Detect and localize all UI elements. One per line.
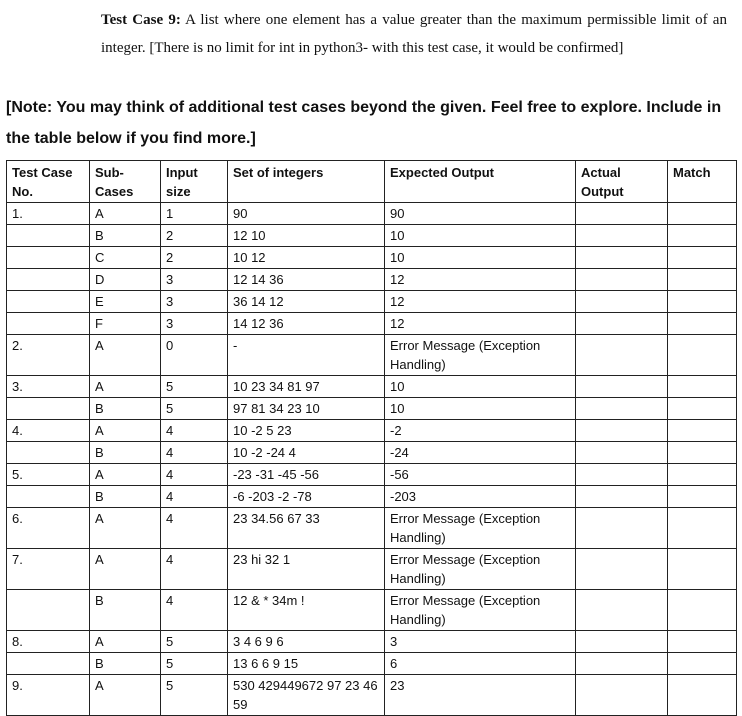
header-row [7, 161, 737, 203]
cell-expected-output: 12 [385, 291, 576, 313]
cell-input-size: 0 [161, 335, 228, 376]
cell-expected-output: 3 [385, 631, 576, 653]
cell-sub-case: C [90, 247, 161, 269]
cell-input-size: 4 [161, 590, 228, 631]
cell-input-size: 4 [161, 508, 228, 549]
cell-match [668, 398, 737, 420]
cell-sub-case: A [90, 549, 161, 590]
cell-match [668, 225, 737, 247]
cell-input-size: 4 [161, 464, 228, 486]
cell-expected-output: 10 [385, 376, 576, 398]
table-row [7, 420, 737, 442]
cell-actual-output [576, 247, 668, 269]
cell-expected-output: 6 [385, 653, 576, 675]
cell-set-of-integers: 97 81 34 23 10 [228, 398, 385, 420]
cell-set-of-integers: - [228, 335, 385, 376]
cell-actual-output [576, 486, 668, 508]
cell-input-size: 5 [161, 631, 228, 653]
cell-test-case-no: 5. [7, 464, 90, 486]
cell-actual-output [576, 442, 668, 464]
cell-input-size: 2 [161, 225, 228, 247]
cell-actual-output [576, 675, 668, 716]
cell-input-size: 4 [161, 549, 228, 590]
test-case-9-description [101, 6, 727, 62]
cell-test-case-no: 3. [7, 376, 90, 398]
cell-input-size: 4 [161, 442, 228, 464]
table-row [7, 269, 737, 291]
cell-sub-case: A [90, 508, 161, 549]
cell-match [668, 247, 737, 269]
cell-sub-case: B [90, 225, 161, 247]
cell-actual-output [576, 590, 668, 631]
cell-sub-case: B [90, 442, 161, 464]
cell-test-case-no: 4. [7, 420, 90, 442]
cell-actual-output [576, 269, 668, 291]
cell-actual-output [576, 398, 668, 420]
header-set-of-integers: Set of integers [228, 161, 385, 203]
cell-set-of-integers: -23 -31 -45 -56 [228, 464, 385, 486]
cell-match [668, 291, 737, 313]
cell-set-of-integers: 10 -2 5 23 [228, 420, 385, 442]
cell-input-size: 3 [161, 269, 228, 291]
header-expected-output: Expected Output [385, 161, 576, 203]
cell-set-of-integers: 10 -2 -24 4 [228, 442, 385, 464]
cell-test-case-no [7, 313, 90, 335]
table-row [7, 398, 737, 420]
table-row [7, 376, 737, 398]
table-row [7, 442, 737, 464]
cell-input-size: 5 [161, 398, 228, 420]
cell-input-size: 4 [161, 486, 228, 508]
cell-actual-output [576, 631, 668, 653]
table-row [7, 675, 737, 716]
cell-sub-case: A [90, 464, 161, 486]
table-row [7, 486, 737, 508]
cell-match [668, 549, 737, 590]
cell-match [668, 376, 737, 398]
cell-input-size: 4 [161, 420, 228, 442]
table-row [7, 247, 737, 269]
header-sub-cases: Sub-Cases [90, 161, 161, 203]
cell-sub-case: A [90, 335, 161, 376]
table-row [7, 225, 737, 247]
cell-sub-case: A [90, 203, 161, 225]
cell-test-case-no [7, 486, 90, 508]
cell-input-size: 5 [161, 653, 228, 675]
cell-expected-output: -2 [385, 420, 576, 442]
cell-sub-case: A [90, 631, 161, 653]
cell-set-of-integers: 23 hi 32 1 [228, 549, 385, 590]
cell-sub-case: A [90, 420, 161, 442]
cell-match [668, 203, 737, 225]
cell-match [668, 653, 737, 675]
cell-sub-case: A [90, 376, 161, 398]
cell-test-case-no: 8. [7, 631, 90, 653]
cell-sub-case: B [90, 486, 161, 508]
cell-set-of-integers: -6 -203 -2 -78 [228, 486, 385, 508]
cell-sub-case: D [90, 269, 161, 291]
cell-test-case-no [7, 225, 90, 247]
cell-expected-output: -203 [385, 486, 576, 508]
cell-actual-output [576, 464, 668, 486]
table-row [7, 508, 737, 549]
test-case-table [6, 160, 737, 716]
cell-expected-output: -24 [385, 442, 576, 464]
header-match: Match [668, 161, 737, 203]
cell-match [668, 335, 737, 376]
table-header [7, 161, 737, 203]
cell-expected-output: Error Message (Exception Handling) [385, 508, 576, 549]
cell-match [668, 486, 737, 508]
cell-match [668, 442, 737, 464]
cell-set-of-integers: 12 14 36 [228, 269, 385, 291]
cell-input-size: 5 [161, 376, 228, 398]
cell-expected-output: -56 [385, 464, 576, 486]
cell-test-case-no [7, 247, 90, 269]
cell-expected-output: 10 [385, 225, 576, 247]
cell-expected-output: Error Message (Exception Handling) [385, 590, 576, 631]
cell-set-of-integers: 12 & * 34m ! [228, 590, 385, 631]
cell-test-case-no [7, 590, 90, 631]
cell-actual-output [576, 313, 668, 335]
cell-set-of-integers: 13 6 6 9 15 [228, 653, 385, 675]
table-row [7, 653, 737, 675]
cell-test-case-no: 1. [7, 203, 90, 225]
cell-test-case-no [7, 291, 90, 313]
cell-sub-case: A [90, 675, 161, 716]
cell-test-case-no: 7. [7, 549, 90, 590]
cell-match [668, 420, 737, 442]
table-row [7, 631, 737, 653]
cell-actual-output [576, 335, 668, 376]
table-body [7, 203, 737, 716]
cell-set-of-integers: 10 23 34 81 97 [228, 376, 385, 398]
cell-input-size: 2 [161, 247, 228, 269]
cell-test-case-no: 2. [7, 335, 90, 376]
cell-actual-output [576, 508, 668, 549]
cell-test-case-no [7, 398, 90, 420]
cell-set-of-integers: 530 429449672 97 23 46 59 [228, 675, 385, 716]
table-row [7, 291, 737, 313]
test-case-9-text: A list where one element has a value greater than the maximum permissible limit of an integer. [There is no limit for int in python3- with this test case, it would be confirmed] [101, 12, 727, 56]
cell-match [668, 675, 737, 716]
header-actual-output: Actual Output [576, 161, 668, 203]
note-paragraph: [Note: You may think of additional test cases beyond the given. Feel free to explore. Include in the table below if you find more.] [6, 99, 722, 147]
cell-actual-output [576, 225, 668, 247]
cell-sub-case: E [90, 291, 161, 313]
cell-test-case-no: 6. [7, 508, 90, 549]
cell-test-case-no [7, 442, 90, 464]
cell-test-case-no [7, 653, 90, 675]
table-row [7, 313, 737, 335]
cell-set-of-integers: 12 10 [228, 225, 385, 247]
cell-actual-output [576, 203, 668, 225]
table-row [7, 464, 737, 486]
cell-match [668, 313, 737, 335]
table-row [7, 203, 737, 225]
cell-match [668, 631, 737, 653]
cell-expected-output: Error Message (Exception Handling) [385, 335, 576, 376]
cell-actual-output [576, 549, 668, 590]
cell-expected-output: 12 [385, 313, 576, 335]
cell-input-size: 1 [161, 203, 228, 225]
cell-expected-output: Error Message (Exception Handling) [385, 549, 576, 590]
cell-set-of-integers: 3 4 6 9 6 [228, 631, 385, 653]
cell-input-size: 5 [161, 675, 228, 716]
cell-expected-output: 10 [385, 247, 576, 269]
table-row [7, 549, 737, 590]
cell-actual-output [576, 653, 668, 675]
cell-set-of-integers: 14 12 36 [228, 313, 385, 335]
cell-actual-output [576, 420, 668, 442]
cell-set-of-integers: 90 [228, 203, 385, 225]
cell-set-of-integers: 10 12 [228, 247, 385, 269]
cell-sub-case: B [90, 398, 161, 420]
cell-match [668, 464, 737, 486]
cell-set-of-integers: 23 34.56 67 33 [228, 508, 385, 549]
cell-expected-output: 23 [385, 675, 576, 716]
cell-input-size: 3 [161, 313, 228, 335]
cell-test-case-no: 9. [7, 675, 90, 716]
cell-input-size: 3 [161, 291, 228, 313]
table-row [7, 335, 737, 376]
cell-expected-output: 90 [385, 203, 576, 225]
cell-match [668, 508, 737, 549]
cell-sub-case: B [90, 590, 161, 631]
header-input-size: Input size [161, 161, 228, 203]
cell-match [668, 269, 737, 291]
cell-actual-output [576, 376, 668, 398]
cell-actual-output [576, 291, 668, 313]
cell-expected-output: 10 [385, 398, 576, 420]
header-test-case-no: Test Case No. [7, 161, 90, 203]
cell-sub-case: F [90, 313, 161, 335]
cell-expected-output: 12 [385, 269, 576, 291]
cell-match [668, 590, 737, 631]
table-row [7, 590, 737, 631]
cell-set-of-integers: 36 14 12 [228, 291, 385, 313]
cell-test-case-no [7, 269, 90, 291]
cell-sub-case: B [90, 653, 161, 675]
test-case-9-label: Test Case 9: [101, 12, 181, 28]
